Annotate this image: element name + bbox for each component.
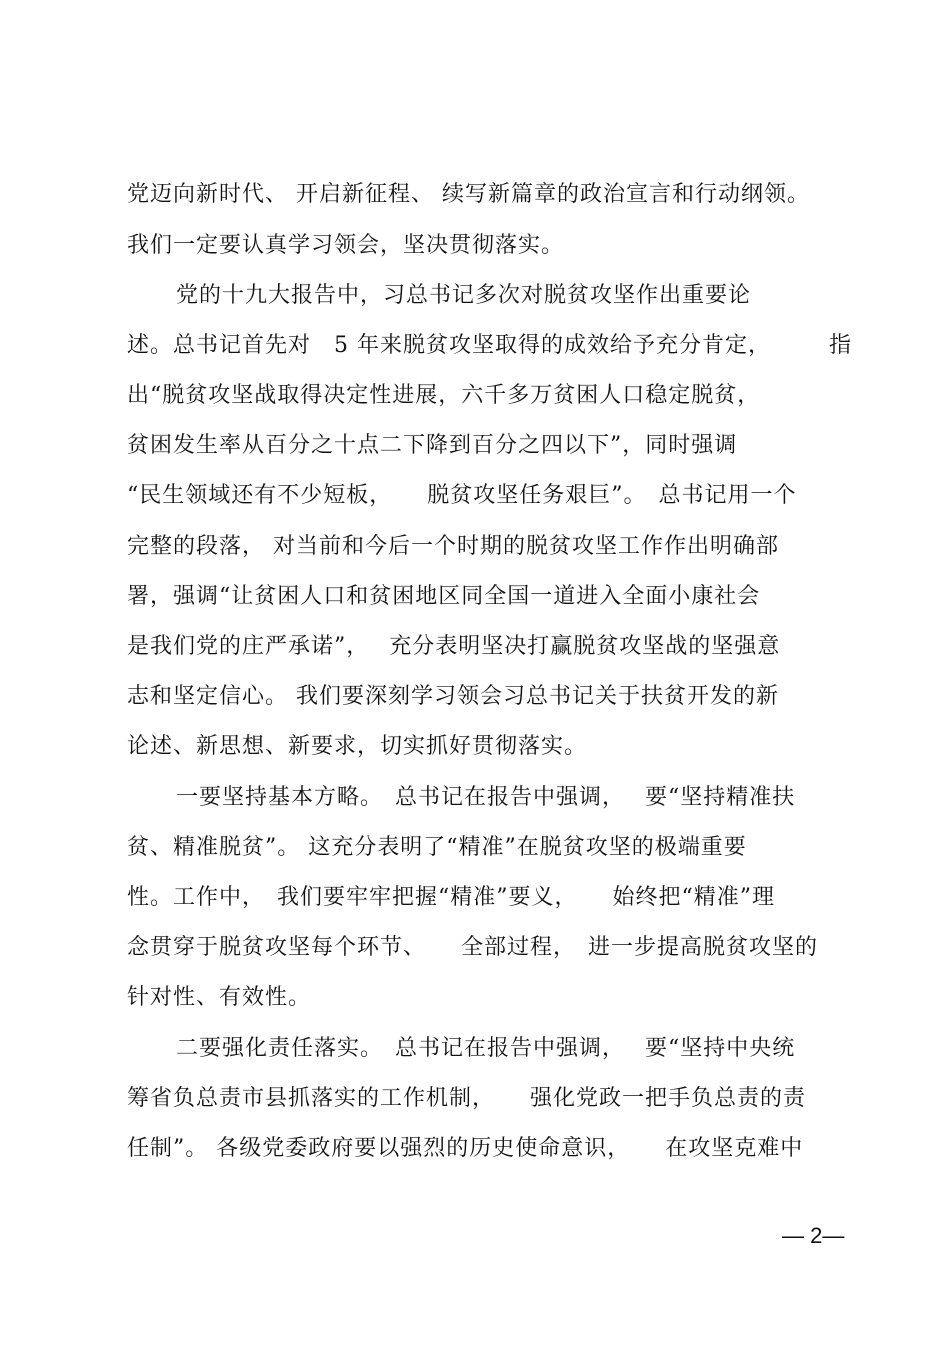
text-line: 志和坚定信心。 我们要深刻学习领会习总书记关于扶贫开发的新 xyxy=(127,684,779,709)
text-line: 筹省负总责市县抓落实的工作机制， 强化党政一把手负总责的责 xyxy=(127,1086,807,1111)
text-line: 我们一定要认真学习领会，坚决贯彻落实。 xyxy=(127,233,565,258)
text-line: 是我们党的庄严承诺”， 充分表明坚决打赢脱贫攻坚战的坚强意 xyxy=(127,634,781,659)
text-line: 任制”。 各级党委政府要以强烈的历史使命意识， 在攻坚克难中 xyxy=(127,1136,804,1161)
text-line: 党迈向新时代、 开启新征程、 续写新篇章的政治宣言和行动纲领。 xyxy=(127,182,810,207)
paragraph-first-line: 二要强化责任落实。 总书记在报告中强调， 要“坚持中央统 xyxy=(176,1036,796,1061)
text-line: 完整的段落， 对当前和今后一个时期的脱贫攻坚工作作出明确部 xyxy=(127,534,779,559)
text-line: 念贯穿于脱贫攻坚每个环节、 全部过程， 进一步提高脱贫攻坚的 xyxy=(127,935,819,960)
page-number: — 2— xyxy=(782,1223,845,1248)
text-line: 出“脱贫攻坚战取得决定性进展，六千多万贫困人口稳定脱贫， xyxy=(127,383,761,408)
text-line: 署，强调“让贫困人口和贫困地区同全国一道进入全面小康社会 xyxy=(127,584,761,609)
text-line: 论述、新思想、新要求，切实抓好贯彻落实。 xyxy=(127,734,588,759)
paragraph-first-line: 一要坚持基本方略。 总书记在报告中强调， 要“坚持精准扶 xyxy=(176,785,796,810)
text-line: 贫困发生率从百分之十点二下降到百分之四以下”，同时强调 xyxy=(127,433,738,458)
text-line: “民生领域还有不少短板， 脱贫攻坚任务艰巨”。 总书记用一个 xyxy=(127,483,797,508)
paragraph-first-line: 党的十九大报告中，习总书记多次对脱贫攻坚作出重要论 xyxy=(176,283,752,308)
text-line: 贫、精准脱贫”。 这充分表明了“精准”在脱贫攻坚的极端重要 xyxy=(127,835,747,860)
text-line: 性。工作中， 我们要牢牢把握“精准”要义， 始终把“精准”理 xyxy=(127,885,775,910)
text-line: 述。总书记首先对 5 年来脱贫攻坚取得的成效给予充分肯定， 指 xyxy=(127,333,852,358)
text-line: 针对性、有效性。 xyxy=(127,985,312,1010)
